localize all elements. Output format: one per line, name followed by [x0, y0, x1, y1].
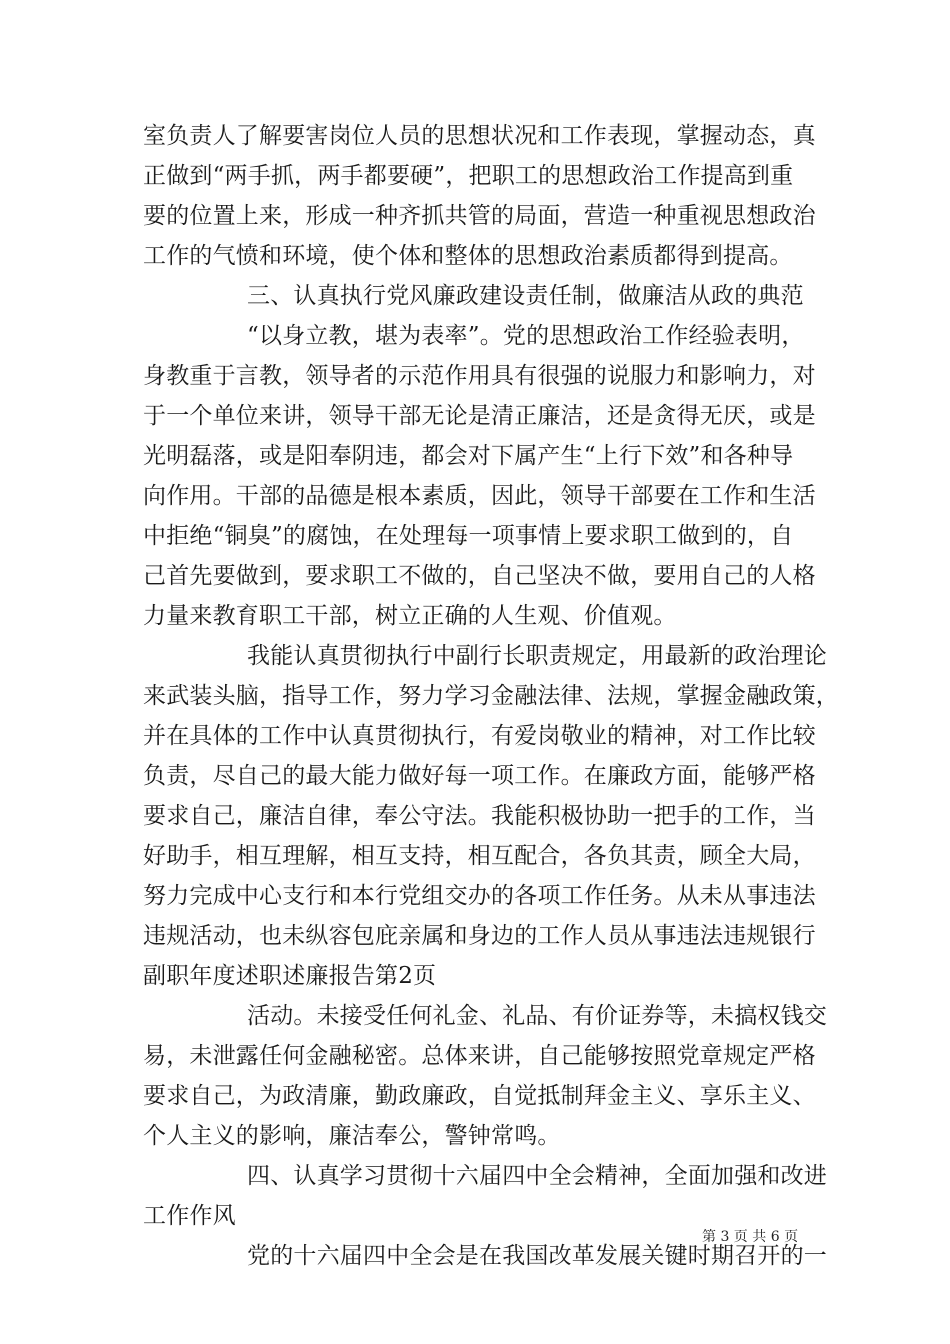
body-text-line: 并在具体的工作中认真贯彻执行，有爱岗敬业的精神，对工作比较	[143, 723, 816, 749]
body-text-line: 努力完成中心支行和本行党组交办的各项工作任务。从未从事违法	[143, 883, 816, 909]
body-text-line: 正做到“两手抓，两手都要硬”，把职工的思想政治工作提高到重	[143, 163, 794, 189]
section-heading-4: 四、认真学习贯彻十六届四中全会精神，全面加强和改进	[247, 1163, 827, 1189]
page-number-footer: 第 3 页 共 6 页	[702, 1229, 799, 1245]
body-text-line: 个人主义的影响，廉洁奉公，警钟常鸣。	[143, 1123, 561, 1149]
body-text-line: 于一个单位来讲，领导干部无论是清正廉洁，还是贪得无厌，或是	[143, 403, 816, 429]
body-text-line: 己首先要做到，要求职工不做的，自己坚决不做，要用自己的人格	[143, 563, 816, 589]
body-text-line: 要的位置上来，形成一种齐抓共管的局面，营造一种重视思想政治	[143, 203, 816, 229]
section-heading-4-continued: 工作作风	[143, 1203, 236, 1229]
body-text-line: 违规活动，也未纵容包庇亲属和身边的工作人员从事违法违规银行	[143, 923, 816, 949]
body-text-line: 身教重于言教，领导者的示范作用具有很强的说服力和影响力，对	[143, 363, 816, 389]
body-text-line: 好助手，相互理解，相互支持，相互配合，各负其责，顾全大局，	[143, 843, 816, 869]
body-text-line: 活动。未接受任何礼金、礼品、有价证券等，未搞权钱交	[247, 1003, 827, 1029]
body-text-line: 中拒绝“铜臭”的腐蚀，在处理每一项事情上要求职工做到的，自	[143, 523, 794, 549]
body-text-line: 党的十六届四中全会是在我国改革发展关键时期召开的一	[247, 1243, 827, 1269]
body-text-line: 光明磊落，或是阳奉阴违，都会对下属产生“上行下效”和各种导	[143, 443, 794, 469]
body-text-line: 副职年度述职述廉报告第2页	[143, 963, 437, 989]
body-text-line: 向作用。干部的品德是根本素质，因此，领导干部要在工作和生活	[143, 483, 816, 509]
body-text-line: 力量来教育职工干部，树立正确的人生观、价值观。	[143, 603, 677, 629]
body-text-line: 要求自己，廉洁自律，奉公守法。我能积极协助一把手的工作，当	[143, 803, 816, 829]
body-text-line: 易，未泄露任何金融秘密。总体来讲，自己能够按照党章规定严格	[143, 1043, 816, 1069]
body-text-line: “以身立教，堪为表率”。党的思想政治工作经验表明，	[247, 323, 805, 349]
body-text-line: 来武装头脑，指导工作，努力学习金融法律、法规，掌握金融政策，	[143, 683, 839, 709]
body-text-line: 负责，尽自己的最大能力做好每一项工作。在廉政方面，能够严格	[143, 763, 816, 789]
body-text-line: 我能认真贯彻执行中副行长职责规定，用最新的政治理论	[247, 643, 827, 669]
body-text-line: 室负责人了解要害岗位人员的思想状况和工作表现，掌握动态，真	[143, 123, 816, 149]
body-text-line: 工作的气愤和环境，使个体和整体的思想政治素质都得到提高。	[143, 243, 793, 269]
section-heading-3: 三、认真执行党风廉政建设责任制，做廉洁从政的典范	[247, 283, 804, 309]
body-text-line: 要求自己，为政清廉，勤政廉政，自觉抵制拜金主义、享乐主义、	[143, 1083, 816, 1109]
